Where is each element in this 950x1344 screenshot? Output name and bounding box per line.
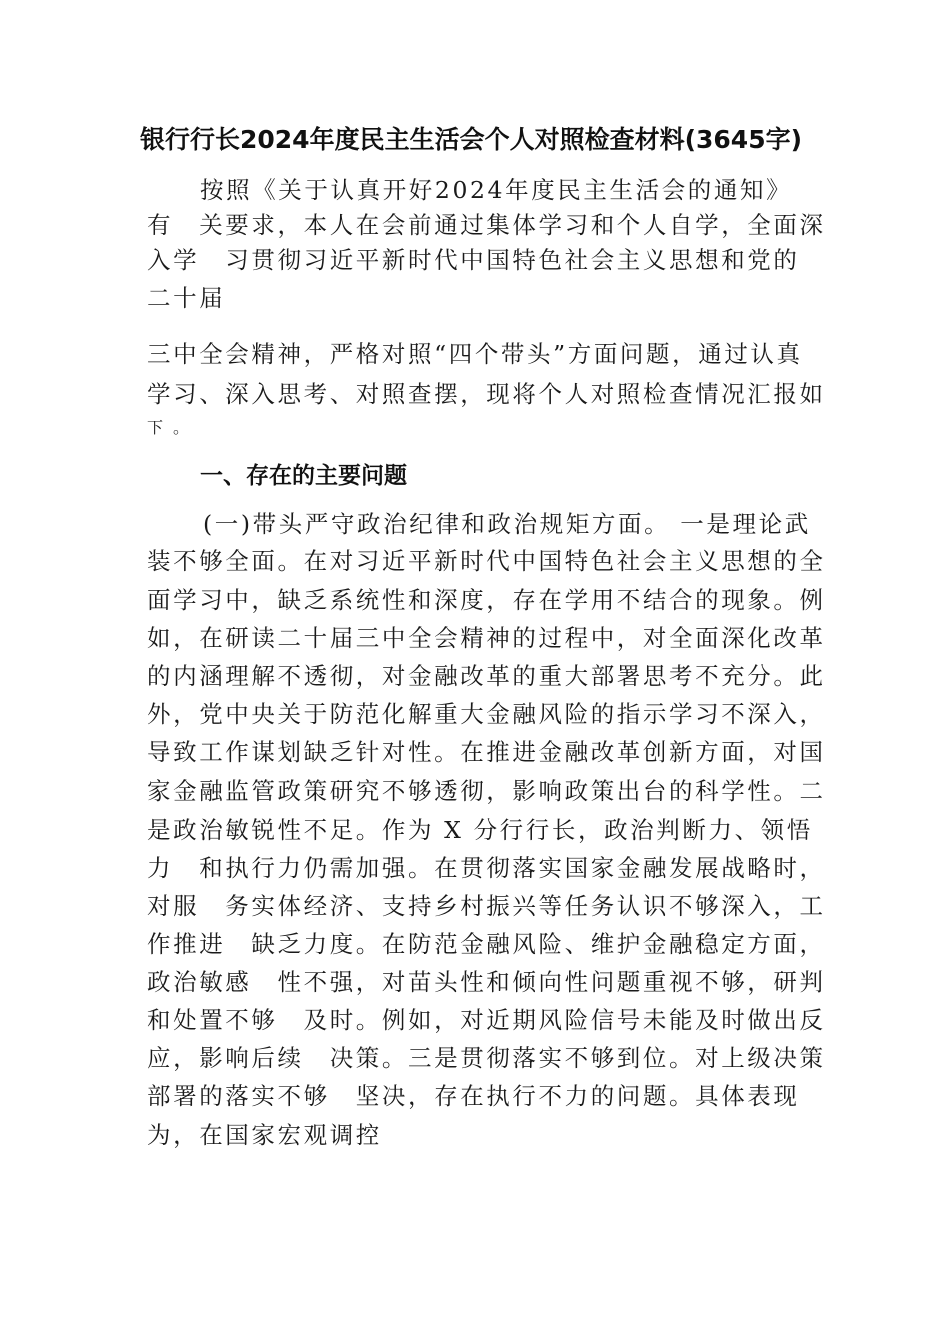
intro-tail: 下。 [147,418,200,437]
section-line-13: 政治敏感 性不强，对苗头性和倾向性问题重视不够，研判 [147,968,826,996]
section-line-1: (一)带头严守政治纪律和政治规矩方面。 一是理论武 [203,510,811,538]
intro-line-5: 三中全会精神，严格对照“四个带头”方面问题，通过认真 [147,340,803,368]
section-line-14: 和处置不够 及时。例如，对近期风险信号未能及时做出反 [147,1006,826,1034]
intro-line-2: 有 关要求，本人在会前通过集体学习和个人自学，全面深 [147,211,826,239]
section-line-16: 部署的落实不够 坚决，存在执行不力的问题。具体表现 [147,1082,800,1110]
section-line-17: 为，在国家宏观调控 [147,1121,382,1149]
intro-line-1: 按照《关于认真开好2024年度民主生活会的通知》 [200,176,793,204]
section-line-9: 是政治敏锐性不足。作为 X 分行行长，政治判断力、领悟 [147,816,813,844]
section-line-10: 力 和执行力仍需加强。在贯彻落实国家金融发展战略时， [147,854,826,882]
section-line-12: 作推进 缺乏力度。在防范金融风险、维护金融稳定方面， [147,930,826,958]
section-line-7: 导致工作谋划缺乏针对性。在推进金融改革创新方面，对国 [147,738,826,766]
section-line-5: 的内涵理解不透彻，对金融改革的重大部署思考不充分。此 [147,662,826,690]
section-line-6: 外，党中央关于防范化解重大金融风险的指示学习不深入， [147,700,826,728]
section-line-3: 面学习中，缺乏系统性和深度，存在学用不结合的现象。例 [147,586,826,614]
document-title: 银行行长2024年度民主生活会个人对照检查材料(3645字) [140,125,803,154]
intro-line-6: 学习、深入思考、对照查摆，现将个人对照检查情况汇报如 [147,380,826,408]
section-line-15: 应，影响后续 决策。三是贯彻落实不够到位。对上级决策 [147,1044,826,1072]
section-line-2: 装不够全面。在对习近平新时代中国特色社会主义思想的全 [147,547,826,575]
section-line-8: 家金融监管政策研究不够透彻，影响政策出台的科学性。二 [147,777,826,805]
section-heading: 一、存在的主要问题 [200,463,407,489]
intro-line-4: 二十届 [147,284,226,312]
section-line-4: 如，在研读二十届三中全会精神的过程中，对全面深化改革 [147,624,826,652]
intro-line-3: 入学 习贯彻习近平新时代中国特色社会主义思想和党的 [147,246,800,274]
section-line-11: 对服 务实体经济、支持乡村振兴等任务认识不够深入，工 [147,892,826,920]
